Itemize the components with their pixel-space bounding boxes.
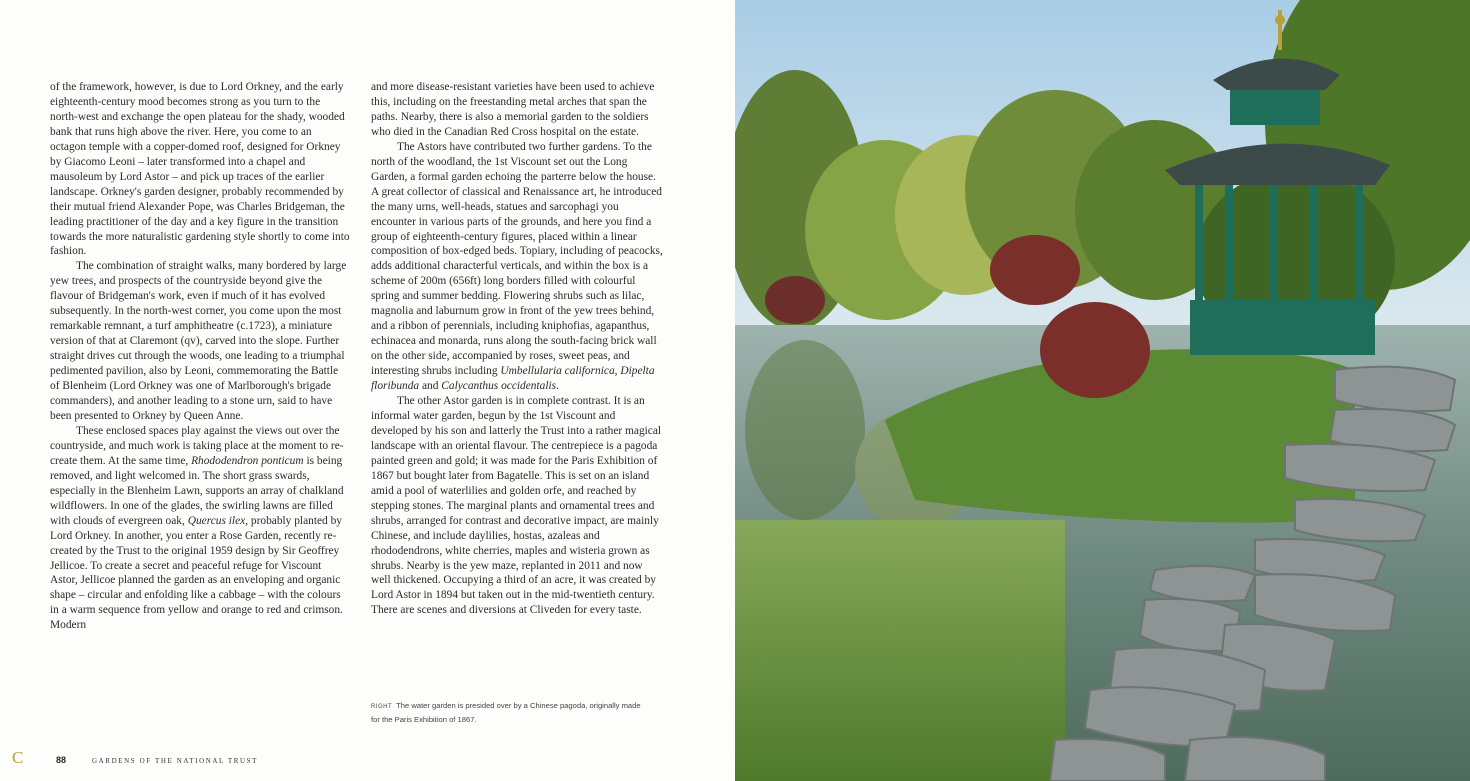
- text-column-2: [371, 80, 663, 618]
- text-column-1: [50, 80, 350, 633]
- botanical-name: Dipelta floribunda: [371, 365, 655, 393]
- botanical-name: Quercus ilex: [187, 514, 246, 527]
- paragraph: These enclosed spaces play against the views out over the countryside, and much work is taking place at the moment to re-create them. At the same time, Rhododendron ponticum is being removed, and light welcomed in. The short grass swards, especially in the Blenheim Lawn, supports an array of chalkland wildflowers. In one of the glades, the swirling lawns are filled with clouds of evergreen oak, Quercus ilex, probably planted by Lord Orkney. In another, you enter a Rose Garden, recently re-created by the Trust to the original 1959 design by Sir Geoffrey Jellicoe. To create a secret and peaceful refuge for Viscount Astor, Jellicoe planned the garden as an enveloping and organic shape – circular and enfolding like a cabbage – with the colours in a warm sequence from yellow and orange to red and crimson. Modern: [50, 424, 344, 632]
- botanical-name: Umbellularia californica: [500, 365, 615, 378]
- grass-bank: [735, 520, 1065, 781]
- paragraph: The combination of straight walks, many bordered by large yew trees, and prospects of the countryside beyond give the flavour of Bridgeman's work, even if much of it has evolved subsequently. In the north-west corner, you come upon the most remarkable remnant, a turf amphitheatre (c.1723), a miniature version of that at Claremont (qv), carved into the slope. Further straight drives cut through the woods, one leading to a triumphal pedimented pavilion, also by Leoni, commemorating the Battle of Blenheim (Lord Orkney was one of Marlborough's brigade commanders), and another leading to a stone urn, said to have been presented to Orkney by Queen Anne.: [50, 260, 347, 422]
- caption-label: RIGHT: [371, 704, 393, 710]
- photo-illustration: [735, 0, 1470, 781]
- paragraph: and more disease-resistant varieties have been used to achieve this, including on the freestanding metal arches that span the paths. Nearby, there is also a memorial garden to the soldiers who died in the Canadian Red Cross hospital on the estate.: [371, 81, 655, 138]
- page-number: 88: [56, 755, 67, 765]
- photo-caption: [371, 700, 651, 725]
- running-head: GARDENS OF THE NATIONAL TRUST: [92, 757, 259, 765]
- botanical-name: Calycanthus occidentalis: [441, 380, 557, 393]
- paragraph: The Astors have contributed two further gardens. To the north of the woodland, the 1st Viscount set out the Long Garden, a formal garden echoing the parterre below the house. A great collector of classical and Renaissance art, he introduced the many urns, well-heads, statues and sarcophagi you encounter in various parts of the grounds, and here you find a group of eighteenth-century figures, placed within a linear composition of box-edged beds. Topiary, including of peacocks, adds additional characterful verticals, and within the box is a scheme of 200m (656ft) long borders filled with colourful spring and summer bedding. Flowering shrubs such as lilac, magnolia and laburnum grow in front of the yew trees behind, and a ribbon of perennials, including kniphofias, agapanthus, echinacea and monarda, runs along the south-facing brick wall on the other side, accompanied by roses, sweet peas, and interesting shrubs including Umbellularia californica, Dipelta floribunda and Calycanthus occidentalis.: [371, 140, 663, 393]
- paragraph: The other Astor garden is in complete contrast. It is an informal water garden, begun by the 1st Viscount and developed by his son and latterly the Trust into a rather magical landscape with an oriental flavour. The centrepiece is a pagoda painted green and gold; it was made for the Paris Exhibition of 1867 but bought later from Bagatelle. This is set on an island amid a pool of waterlilies and golden orfe, and reached by stepping stones. The marginal plants and ornamental trees and shrubs, arranged for contrast and decorative impact, are mainly Chinese, and include daylilies, hostas, azaleas and rhododendrons, white cherries, maples and wisteria grown as shrubs. Nearby is the yew maze, replanted in 2011 and now well thickened. Occupying a third of an acre, it was created by Lord Astor in 1894 but taken out in the mid-twentieth century. There are scenes and diversions at Cliveden for every taste.: [371, 395, 662, 617]
- caption-text: The water garden is presided over by a Chinese pagoda, originally made for the Paris Exhibition of 1867.: [371, 701, 641, 724]
- paragraph: of the framework, however, is due to Lord Orkney, and the early eighteenth-century mood becomes strong as you turn to the north-west and exchange the open plateau for the shady, wooded bank that runs high above the river. Here, you come to an octagon temple with a copper-domed roof, designed for Orkney by Giacomo Leoni – later transformed into a chapel and mausoleum by Lord Astor – and pick up traces of the earlier landscape. Orkney's garden designer, probably recommended by their mutual friend Alexander Pope, was Charles Bridgeman, the leading practitioner of the day and a key figure in the transition towards the more naturalistic gardening style shortly to come into fashion.: [50, 81, 350, 258]
- botanical-name: Rhododendron ponticum: [191, 454, 304, 467]
- corner-mark: C: [12, 748, 24, 767]
- pagoda-photo: [735, 0, 1470, 781]
